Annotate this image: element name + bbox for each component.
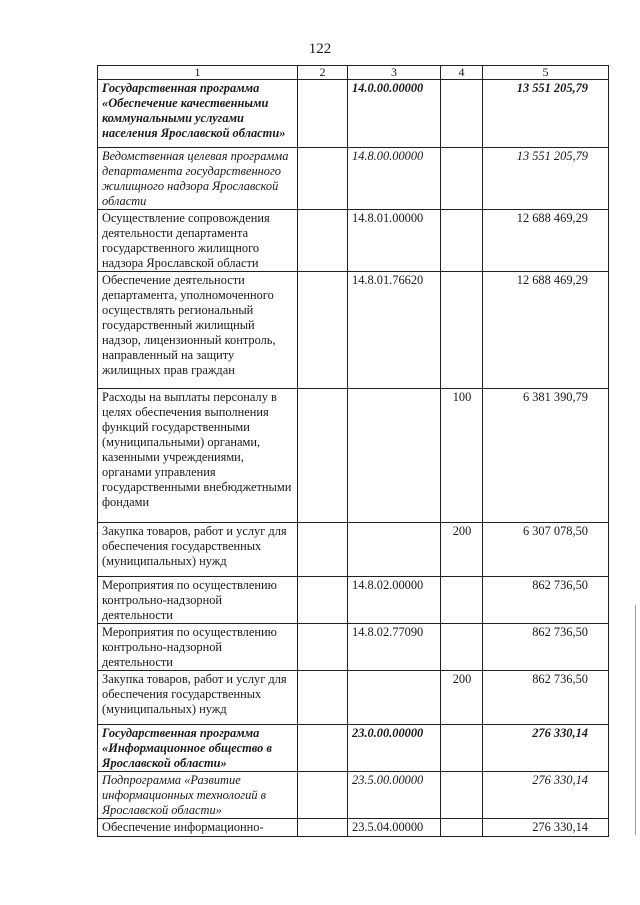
header-col-3: 3 [348, 66, 441, 80]
row-amount: 12 688 469,29 [483, 210, 609, 272]
header-col-2: 2 [298, 66, 348, 80]
row-code: 14.0.00.00000 [348, 80, 441, 148]
row-expense-type [441, 819, 483, 837]
row-amount: 12 688 469,29 [483, 272, 609, 389]
row-code [348, 389, 441, 523]
row-name: Расходы на выплаты персоналу в целях обеспечения выполнения функций государственными (муниципальными) органами, казенными учреждениями, органами управления государственными внебюджетными фондами [98, 389, 298, 523]
row-col2 [298, 577, 348, 624]
row-col2 [298, 624, 348, 671]
row-code: 14.8.01.00000 [348, 210, 441, 272]
row-col2 [298, 389, 348, 523]
row-code: 23.5.00.00000 [348, 772, 441, 819]
row-col2 [298, 148, 348, 210]
row-col2 [298, 725, 348, 772]
row-name: Подпрограмма «Развитие информационных технологий в Ярославской области» [98, 772, 298, 819]
row-col2 [298, 210, 348, 272]
row-col2 [298, 772, 348, 819]
budget-table [97, 65, 609, 837]
row-name: Государственная программа «Обеспечение качественными коммунальными услугами населения Ярославской области» [98, 80, 298, 148]
row-col2 [298, 272, 348, 389]
table-row [98, 819, 609, 837]
table-row [98, 389, 609, 523]
row-name: Мероприятия по осуществлению контрольно-надзорной деятельности [98, 624, 298, 671]
row-col2 [298, 80, 348, 148]
row-amount: 276 330,14 [483, 772, 609, 819]
row-expense-type [441, 577, 483, 624]
row-amount: 862 736,50 [483, 671, 609, 725]
row-amount: 6 307 078,50 [483, 523, 609, 577]
row-expense-type [441, 772, 483, 819]
row-amount: 276 330,14 [483, 725, 609, 772]
row-code: 14.8.02.00000 [348, 577, 441, 624]
row-col2 [298, 819, 348, 837]
row-code: 23.5.04.00000 [348, 819, 441, 837]
row-name: Мероприятия по осуществлению контрольно-надзорной деятельности [98, 577, 298, 624]
header-col-5: 5 [483, 66, 609, 80]
table-row [98, 772, 609, 819]
page-number: 122 [308, 41, 332, 57]
scan-edge-mark [635, 605, 636, 835]
row-code: 14.8.01.76620 [348, 272, 441, 389]
row-name: Государственная программа «Информационное общество в Ярославской области» [98, 725, 298, 772]
row-amount: 862 736,50 [483, 624, 609, 671]
table-row [98, 725, 609, 772]
header-col-1: 1 [98, 66, 298, 80]
table-row [98, 272, 609, 389]
row-expense-type [441, 148, 483, 210]
row-expense-type [441, 624, 483, 671]
row-code: 14.8.02.77090 [348, 624, 441, 671]
table-header-row [98, 66, 609, 80]
row-amount: 13 551 205,79 [483, 80, 609, 148]
table-row [98, 671, 609, 725]
row-name: Обеспечение информационно- [98, 819, 298, 837]
row-col2 [298, 523, 348, 577]
row-expense-type [441, 725, 483, 772]
table-row [98, 80, 609, 148]
row-name: Закупка товаров, работ и услуг для обеспечения государственных (муниципальных) нужд [98, 671, 298, 725]
row-col2 [298, 671, 348, 725]
row-code: 14.8.00.00000 [348, 148, 441, 210]
row-code [348, 671, 441, 725]
row-expense-type: 200 [441, 671, 483, 725]
row-amount: 862 736,50 [483, 577, 609, 624]
table-row [98, 210, 609, 272]
row-amount: 13 551 205,79 [483, 148, 609, 210]
row-name: Обеспечение деятельности департамента, уполномоченного осуществлять региональный государственный жилищный надзор, лицензионный контроль, направленный на защиту жилищных прав граждан [98, 272, 298, 389]
table-row [98, 523, 609, 577]
row-expense-type [441, 272, 483, 389]
row-code: 23.0.00.00000 [348, 725, 441, 772]
row-code [348, 523, 441, 577]
header-col-4: 4 [441, 66, 483, 80]
table-row [98, 624, 609, 671]
table-row [98, 577, 609, 624]
row-name: Ведомственная целевая программа департамента государственного жилищного надзора Ярославской области [98, 148, 298, 210]
row-expense-type: 100 [441, 389, 483, 523]
row-name: Закупка товаров, работ и услуг для обеспечения государственных (муниципальных) нужд [98, 523, 298, 577]
row-amount: 276 330,14 [483, 819, 609, 837]
row-expense-type [441, 80, 483, 148]
table-row [98, 148, 609, 210]
row-name: Осуществление сопровождения деятельности департамента государственного жилищного надзора Ярославской области [98, 210, 298, 272]
row-expense-type [441, 210, 483, 272]
row-expense-type: 200 [441, 523, 483, 577]
row-amount: 6 381 390,79 [483, 389, 609, 523]
